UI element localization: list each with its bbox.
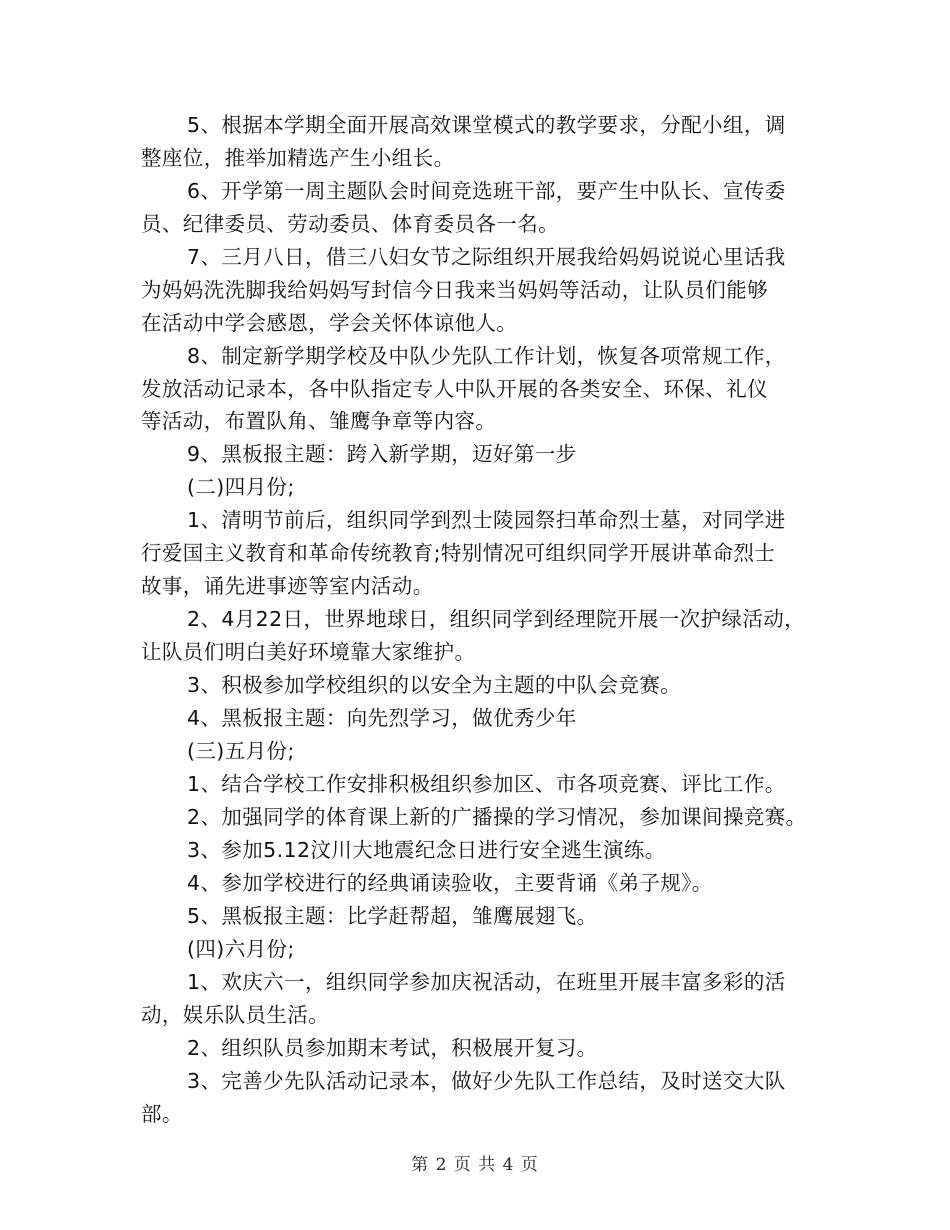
section-heading: (三)五月份;	[187, 739, 295, 763]
text-line: 9、黑板报主题：跨入新学期，迈好第一步	[187, 442, 577, 466]
page-number-footer: 第 2 页 共 4 页	[411, 1155, 539, 1175]
text-line: 5、根据本学期全面开展高效课堂模式的教学要求，分配小组，调	[187, 113, 786, 137]
text-line: 2、4月22日，世界地球日，组织同学到经理院开展一次护绿活动，	[187, 607, 806, 631]
text-line: 1、结合学校工作安排积极组织参加区、市各项竞赛、评比工作。	[187, 772, 786, 796]
text-line: 4、参加学校进行的经典诵读验收，主要背诵《弟子规》。	[187, 871, 713, 895]
text-line: 整座位，推举加精选产生小组长。	[141, 146, 455, 170]
text-line: 员、纪律委员、劳动委员、体育委员各一名。	[141, 212, 559, 236]
text-line: 为妈妈洗洗脚我给妈妈写封信今日我来当妈妈等活动，让队员们能够	[141, 278, 768, 302]
text-line: 发放活动记录本，各中队指定专人中队开展的各类安全、环保、礼仪	[141, 377, 768, 401]
section-heading: (二)四月份;	[187, 475, 295, 499]
text-line: 3、参加5.12汶川大地震纪念日进行安全逃生演练。	[187, 838, 666, 862]
text-line: 故事，诵先进事迹等室内活动。	[141, 574, 434, 598]
text-line: 4、黑板报主题：向先烈学习，做优秀少年	[187, 706, 577, 730]
text-line: 部。	[141, 1102, 183, 1126]
text-line: 8、制定新学期学校及中队少先队工作计划，恢复各项常规工作，	[187, 344, 786, 368]
text-line: 7、三月八日，借三八妇女节之际组织开展我给妈妈说说心里话我	[187, 245, 786, 269]
text-line: 2、组织队员参加期末考试，积极展开复习。	[187, 1036, 598, 1060]
section-heading: (四)六月份;	[187, 937, 295, 961]
text-line: 动，娱乐队员生活。	[141, 1003, 330, 1027]
text-line: 1、清明节前后，组织同学到烈士陵园祭扫革命烈士墓，对同学进	[187, 508, 786, 532]
text-line: 行爱国主义教育和革命传统教育;特别情况可组织同学开展讲革命烈士	[141, 541, 776, 565]
text-line: 等活动，布置队角、雏鹰争章等内容。	[141, 409, 497, 433]
text-line: 在活动中学会感恩，学会关怀体谅他人。	[141, 311, 518, 335]
text-line: 3、完善少先队活动记录本，做好少先队工作总结，及时送交大队	[187, 1069, 786, 1093]
text-line: 6、开学第一周主题队会时间竞选班干部，要产生中队长、宣传委	[187, 179, 786, 203]
text-line: 2、加强同学的体育课上新的广播操的学习情况，参加课间操竞赛。	[187, 805, 807, 829]
text-line: 5、黑板报主题：比学赶帮超，雏鹰展翅飞。	[187, 904, 598, 928]
text-line: 1、欢庆六一，组织同学参加庆祝活动，在班里开展丰富多彩的活	[187, 970, 786, 994]
text-line: 3、积极参加学校组织的以安全为主题的中队会竞赛。	[187, 673, 682, 697]
text-line: 让队员们明白美好环境靠大家维护。	[141, 640, 476, 664]
